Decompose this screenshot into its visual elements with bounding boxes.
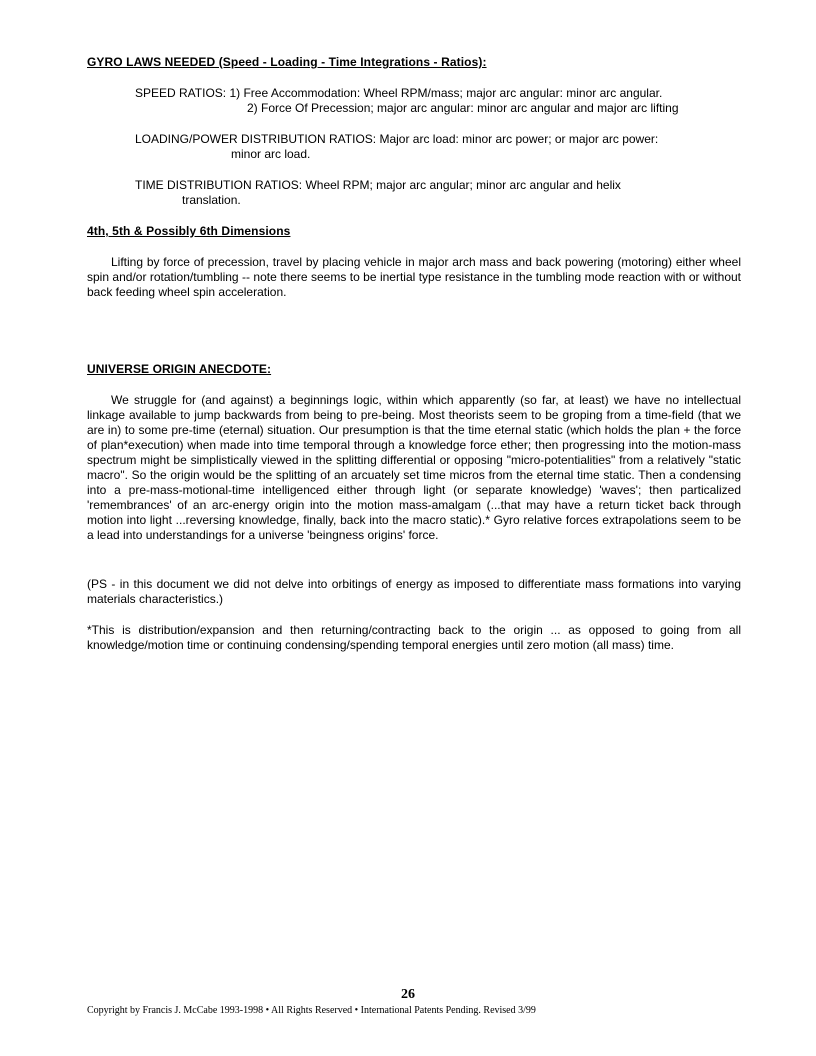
time-ratios-line-2: translation. bbox=[182, 193, 241, 207]
speed-ratios-line-2: 2) Force Of Precession; major arc angular: minor arc angular and major arc lifting bbox=[247, 101, 679, 115]
gyro-laws-heading: GYRO LAWS NEEDED (Speed - Loading - Time Integrations - Ratios): bbox=[87, 55, 487, 69]
speed-ratios-line-1: SPEED RATIOS: 1) Free Accommodation: Wheel RPM/mass; major arc angular: minor arc angular. bbox=[135, 86, 663, 100]
dimensions-heading: 4th, 5th & Possibly 6th Dimensions bbox=[87, 224, 291, 238]
loading-ratios-line-2: minor arc load. bbox=[231, 147, 311, 161]
ps-paragraph: (PS - in this document we did not delve into orbitings of energy as imposed to differentiate mass formations into varying materials characteristics.) bbox=[87, 577, 741, 606]
copyright-notice: Copyright by Francis J. McCabe 1993-1998 • All Rights Reserved • International Patents Pending. Revised 3/99 bbox=[87, 1005, 536, 1016]
universe-origin-heading: UNIVERSE ORIGIN ANECDOTE: bbox=[87, 362, 272, 376]
loading-ratios-line-1: LOADING/POWER DISTRIBUTION RATIOS: Major arc load: minor arc power; or major arc power: bbox=[135, 132, 659, 146]
universe-origin-paragraph: We struggle for (and against) a beginnings logic, within which apparently (so far, at least) we have no intellectual linkage available to jump backwards from being to pre-being. Most theorists seem to be groping from a time-field (that we are in) to some pre-time (eternal) situation. Our presumption is that the time eternal static (which holds the plan + the force of plan*execution) when made into time temporal through a knowledge force ether; then progressing into the motion-mass spectrum might be simplistically viewed in the splitting differential or opposing "micro-potentialities" from a relatively "static macro". So the origin would be the splitting of an arcuately set time micros from the eternal time static. Then a condensing into a pre-mass-motional-time intelligenced either through light (or separate knowledge) 'waves'; then particalized 'remembrances' of an arc-energy origin into the motion mass-amalgam (...that may have a return ticket back through motion into light ...reversing knowledge, finally, back into the macro static).* Gyro relative forces extrapolations seem to be a lead into understandings for a universe 'beingness origins' force. bbox=[87, 393, 741, 542]
time-ratios-line-1: TIME DISTRIBUTION RATIOS: Wheel RPM; major arc angular; minor arc angular and helix bbox=[135, 178, 621, 192]
dimensions-paragraph: Lifting by force of precession, travel by placing vehicle in major arch mass and back powering (motoring) either wheel spin and/or rotation/tumbling -- note there seems to be inertial type resistance in the tumbling mode reaction with or without back feeding wheel spin acceleration. bbox=[87, 255, 741, 299]
page-number: 26 bbox=[401, 987, 415, 1002]
footnote-paragraph: *This is distribution/expansion and then returning/contracting back to the origin ... as opposed to going from all knowledge/motion time or continuing condensing/spending temporal energies until zero motion (all mass) time. bbox=[87, 623, 741, 652]
